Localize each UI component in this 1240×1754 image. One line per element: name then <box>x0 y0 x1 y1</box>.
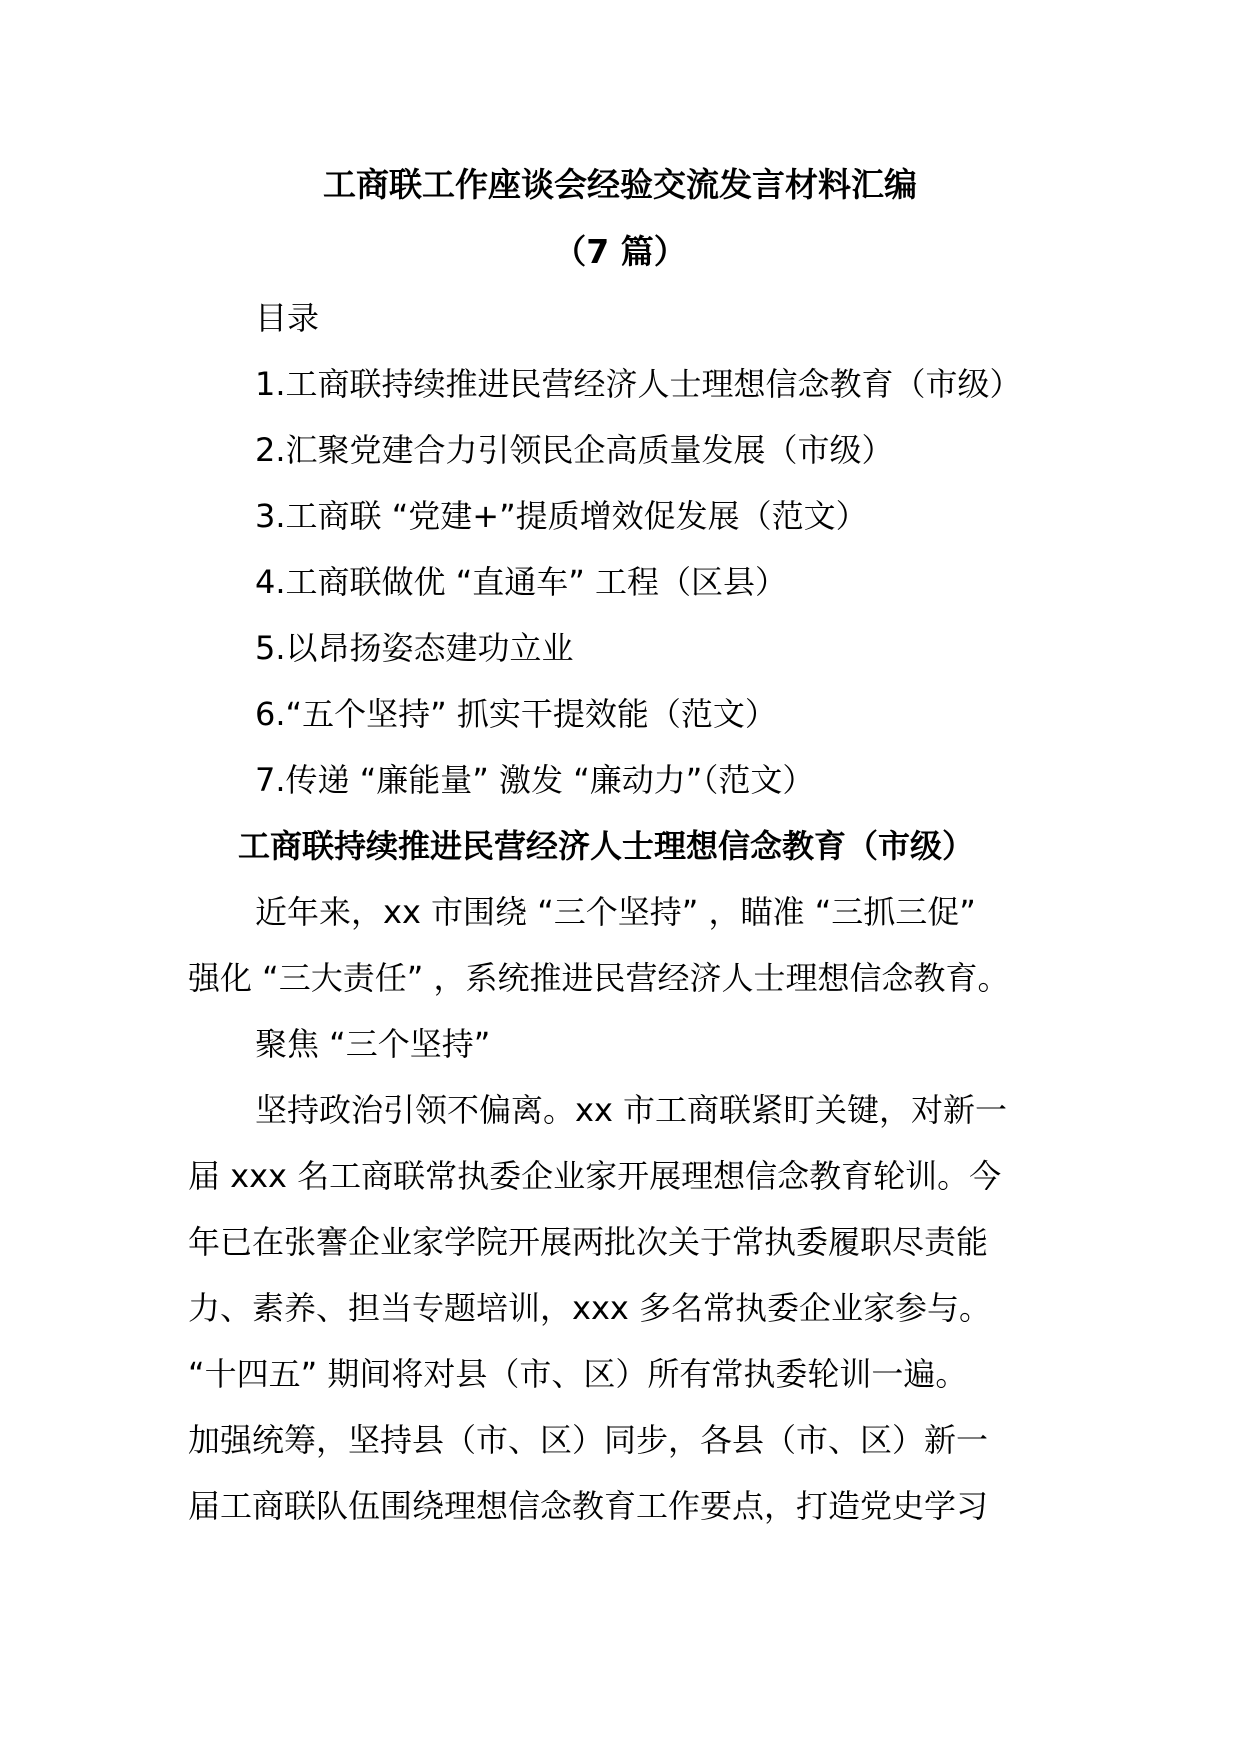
toc-label: 目录 <box>255 299 320 337</box>
body-line: 力、素养、担当专题培训，xxx 多名常执委企业家参与。 <box>188 1289 991 1327</box>
body-line: 届工商联队伍围绕理想信念教育工作要点，打造党史学习 <box>188 1487 989 1525</box>
body-line: 届 xxx 名工商联常执委企业家开展理想信念教育轮训。今 <box>188 1157 1002 1195</box>
toc-item: 3.工商联 “党建+”提质增效促发展（范文） <box>255 497 868 535</box>
body-line: 近年来，xx 市围绕 “三个坚持” ，瞄准 “三抓三促” <box>255 893 976 931</box>
body-line: 年已在张謇企业家学院开展两批次关于常执委履职尽责能 <box>188 1223 989 1261</box>
body-line: 聚焦 “三个坚持” <box>255 1025 491 1063</box>
toc-item: 5.以昂扬姿态建功立业 <box>255 629 574 667</box>
document-title: 工商联工作座谈会经验交流发言材料汇编 <box>323 165 917 204</box>
body-line: “十四五” 期间将对县（市、区）所有常执委轮训一遍。 <box>188 1355 968 1393</box>
body-line: 坚持政治引领不偏离。xx 市工商联紧盯关键，对新一 <box>255 1091 1008 1129</box>
section-heading: 工商联持续推进民营经济人士理想信念教育（市级） <box>238 827 975 865</box>
body-line: 加强统筹，坚持县（市、区）同步，各县（市、区）新一 <box>188 1421 989 1459</box>
document-subtitle: （7 篇） <box>553 232 687 271</box>
toc-item: 6.“五个坚持” 抓实干提效能（范文） <box>255 695 777 733</box>
body-line: 强化 “三大责任” ，系统推进民营经济人士理想信念教育。 <box>188 959 1010 997</box>
toc-item: 1.工商联持续推进民营经济人士理想信念教育（市级） <box>255 365 1022 403</box>
toc-item: 4.工商联做优 “直通车” 工程（区县） <box>255 563 788 601</box>
toc-item: 2.汇聚党建合力引领民企高质量发展（市级） <box>255 431 894 469</box>
toc-item: 7.传递 “廉能量” 激发 “廉动力”（范文） <box>255 761 815 799</box>
